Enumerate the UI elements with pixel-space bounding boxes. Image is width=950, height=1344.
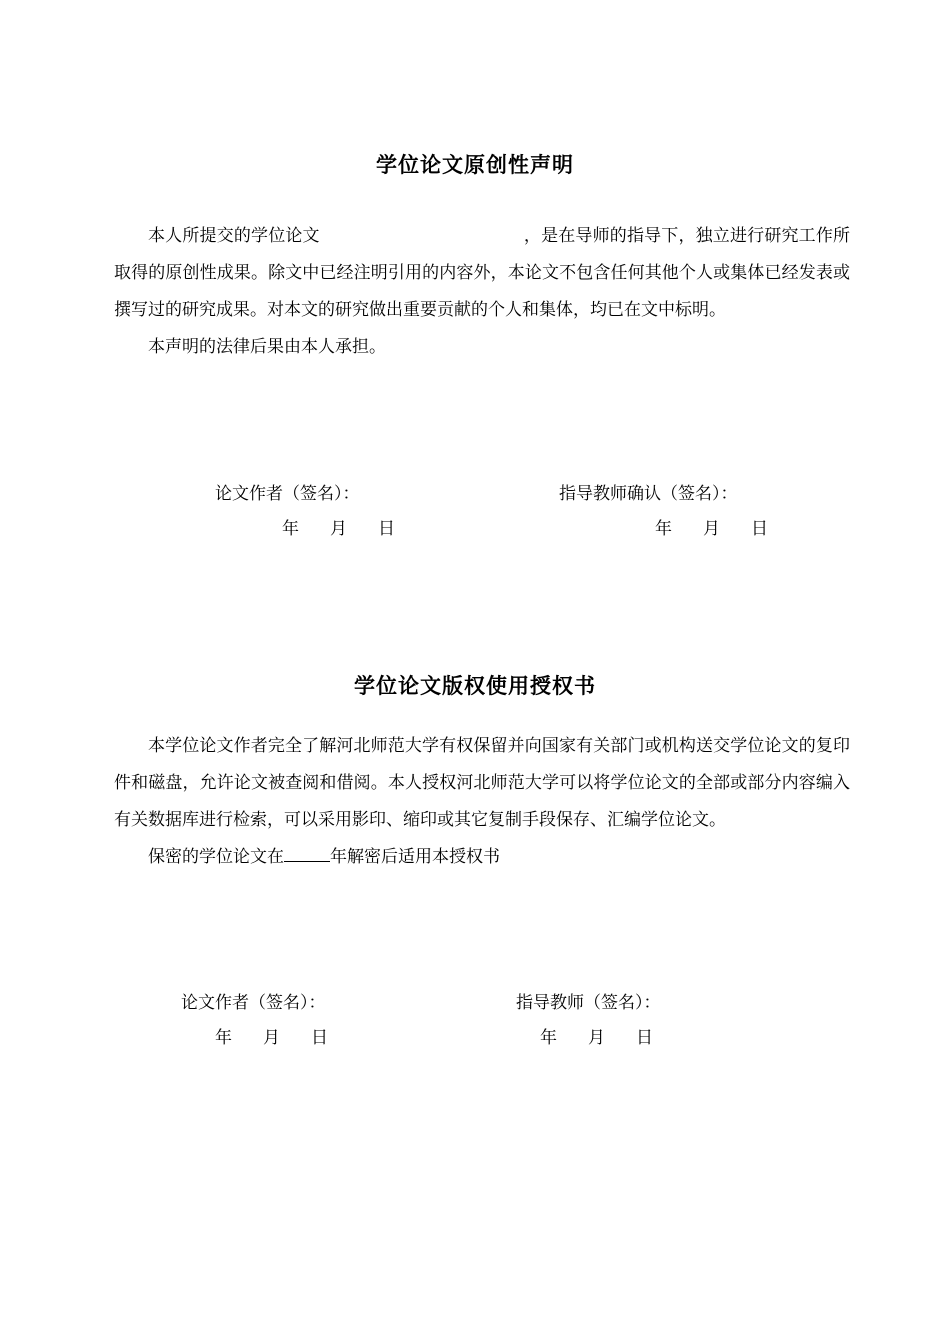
authorization-text-before-blank: 保密的学位论文在	[148, 847, 284, 867]
declaration-paragraph-2: 本声明的法律后果由本人承担。	[148, 337, 386, 357]
declaration-advisor-signature-label: 指导教师确认（签名）：	[559, 484, 738, 504]
authorization-paragraph-1: 本学位论文作者完全了解河北师范大学有权保留并向国家有关部门或机构送交学位论文的复印件和磁盘，允许论文被查阅和借阅。本人授权河北师范大学可以将学位论文的全部或部分内容编入有关数据库进行检索，可以采用影印、缩印或其它复制手段保存、汇编学位论文。	[114, 736, 850, 830]
date-month-label: 月	[703, 519, 720, 539]
authorization-advisor-date	[540, 1026, 653, 1050]
date-year-label: 年	[540, 1028, 557, 1048]
date-year-label: 年	[655, 519, 672, 539]
declaration-paragraph-1	[114, 218, 850, 329]
authorization-author-date	[215, 1026, 328, 1050]
date-day-label: 日	[378, 519, 395, 539]
authorization-paragraph-2	[114, 839, 850, 876]
authorization-author-signature-label: 论文作者（签名）：	[181, 993, 326, 1013]
declaration-author-signature-label: 论文作者（签名）：	[215, 484, 360, 504]
authorization-body	[114, 728, 850, 876]
date-day-label: 日	[751, 519, 768, 539]
date-month-label: 月	[263, 1028, 280, 1048]
declaration-text-after-gap: ，是在导师的指导下，独立进行研究工作所取得的原创性成果。除文中已经注明引用的内容外，本论文不包含任何其他个人或集体已经发表或撰写过的研究成果。对本文的研究做出重要贡献的个人和集体，均已在文中标明。	[114, 226, 851, 320]
date-day-label: 日	[311, 1028, 328, 1048]
authorization-text-after-blank: 年解密后适用本授权书	[330, 847, 500, 867]
authorization-advisor-signature-label: 指导教师（签名）：	[516, 993, 661, 1013]
declaration-text-before-gap: 本人所提交的学位论文	[148, 226, 320, 246]
date-day-label: 日	[636, 1028, 653, 1048]
declaration-body	[114, 218, 850, 366]
date-month-label: 月	[588, 1028, 605, 1048]
declaration-advisor-date	[655, 517, 768, 541]
date-month-label: 月	[330, 519, 347, 539]
date-year-label: 年	[282, 519, 299, 539]
declaration-author-date	[282, 517, 395, 541]
secrecy-years-blank	[284, 847, 330, 862]
date-year-label: 年	[215, 1028, 232, 1048]
declaration-title: 学位论文原创性声明	[376, 153, 574, 177]
authorization-title: 学位论文版权使用授权书	[354, 674, 596, 698]
